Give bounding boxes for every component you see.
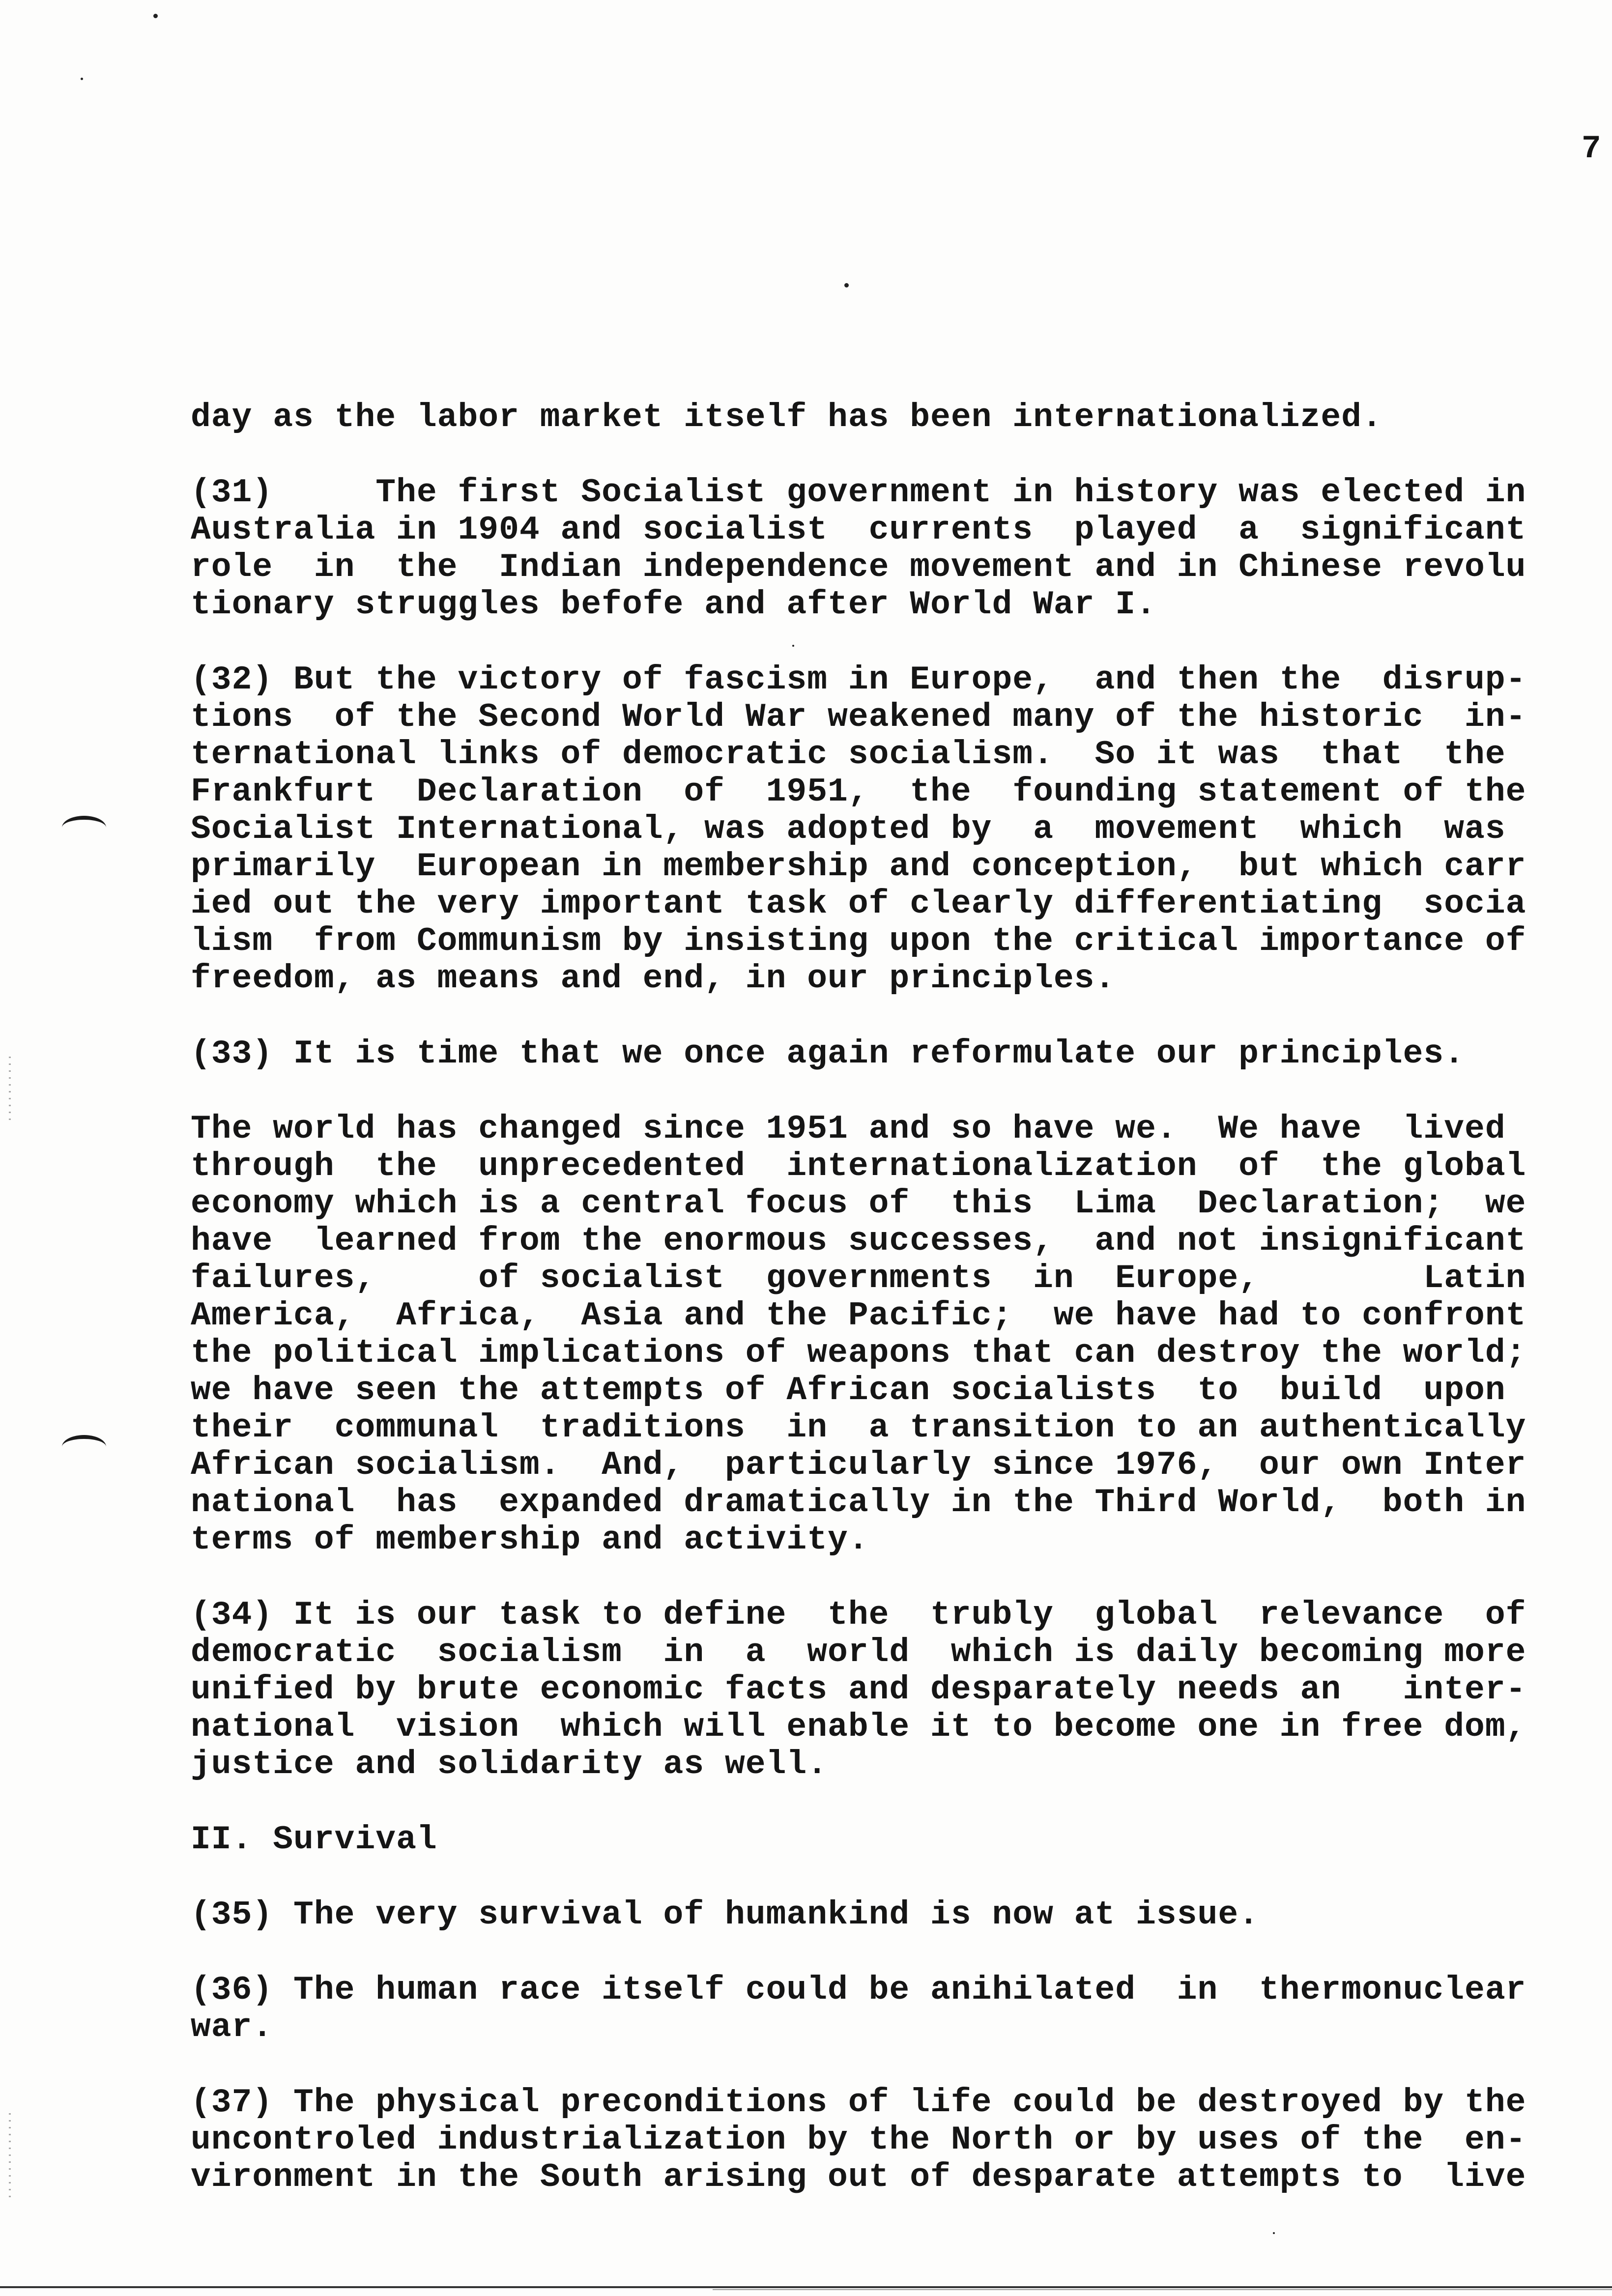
text-line: we have seen the attempts of African socialists to build upon bbox=[191, 1372, 1506, 1409]
paragraph bbox=[191, 474, 1526, 624]
text-line: (33) It is time that we once again reformulate our principles. bbox=[191, 1035, 1465, 1073]
text-line: uncontroled industrialization by the North or by uses of the en- bbox=[191, 2121, 1526, 2159]
text-line: justice and solidarity as well. bbox=[191, 1746, 828, 1783]
paragraph bbox=[191, 2084, 1526, 2196]
text-line: through the unprecedented internationalization of the global bbox=[191, 1148, 1526, 1185]
text-line: (34) It is our task to define the trubly global relevance of bbox=[191, 1596, 1526, 1634]
text-line: failures, of socialist governments in Europe, Latin bbox=[191, 1260, 1526, 1297]
text-line: ied out the very important task of clearly differentiating socia bbox=[191, 885, 1526, 923]
ink-speck bbox=[81, 78, 83, 80]
scan-edge-artifact bbox=[9, 2113, 11, 2202]
scan-edge-artifact bbox=[9, 1057, 11, 1120]
text-line: tionary struggles befofe and after World War I. bbox=[191, 586, 1156, 624]
text-line: tions of the Second World War weakened many of the historic in- bbox=[191, 698, 1526, 736]
text-line: the political implications of weapons that can destroy the world; bbox=[191, 1334, 1526, 1372]
text-line: America, Africa, Asia and the Pacific; we have had to confront bbox=[191, 1297, 1526, 1335]
document-body bbox=[191, 399, 1526, 2234]
ink-speck bbox=[153, 14, 158, 18]
paragraph bbox=[191, 1971, 1526, 2046]
text-line: (36) The human race itself could be anihilated in thermonuclear bbox=[191, 1971, 1526, 2009]
text-line: African socialism. And, particularly since 1976, our own Inter bbox=[191, 1446, 1526, 1484]
paragraph bbox=[191, 1110, 1526, 1559]
paragraph bbox=[191, 1035, 1488, 1073]
text-line: primarily European in membership and conception, but which carr bbox=[191, 848, 1526, 886]
page-bottom-edge-shadow bbox=[713, 2289, 1612, 2290]
text-line: II. Survival bbox=[191, 1821, 437, 1859]
text-line: war. bbox=[191, 2009, 273, 2046]
text-line: role in the Indian independence movement and in Chinese revolu bbox=[191, 548, 1526, 586]
text-line: freedom, as means and end, in our principles. bbox=[191, 960, 1116, 998]
text-line: national has expanded dramatically in the Third World, both in bbox=[191, 1484, 1526, 1521]
text-line: Frankfurt Declaration of 1951, the founding statement of the bbox=[191, 773, 1526, 811]
text-line: national vision which will enable it to become one in free dom, bbox=[191, 1708, 1526, 1746]
paragraph bbox=[191, 1821, 1488, 1859]
text-line: democratic socialism in a world which is daily becoming more bbox=[191, 1634, 1526, 1671]
text-line: ternational links of democratic socialism. So it was that the bbox=[191, 736, 1506, 774]
text-line: terms of membership and activity. bbox=[191, 1521, 869, 1559]
text-line: vironment in the South arising out of desparate attempts to live bbox=[191, 2158, 1526, 2196]
page-number: 7 bbox=[1582, 130, 1601, 167]
text-line: unified by brute economic facts and desparately needs an inter- bbox=[191, 1671, 1526, 1709]
paragraph bbox=[191, 399, 1488, 436]
paragraph bbox=[191, 1896, 1488, 1934]
punch-hole-mark bbox=[62, 816, 106, 839]
text-line: their communal traditions in a transition to an authentically bbox=[191, 1409, 1526, 1447]
text-line: Socialist International, was adopted by a movement which was bbox=[191, 810, 1506, 848]
text-line: The world has changed since 1951 and so have we. We have lived bbox=[191, 1110, 1506, 1148]
text-line: (32) But the victory of fascism in Europe, and then the disrup- bbox=[191, 661, 1526, 699]
ink-speck bbox=[844, 283, 849, 287]
text-line: (31) The first Socialist government in history was elected in bbox=[191, 474, 1526, 512]
text-line: day as the labor market itself has been internationalized. bbox=[191, 399, 1382, 436]
text-line: Australia in 1904 and socialist currents played a significant bbox=[191, 511, 1526, 549]
text-line: (35) The very survival of humankind is now at issue. bbox=[191, 1896, 1259, 1934]
punch-hole-mark bbox=[62, 1435, 106, 1459]
paragraph bbox=[191, 661, 1526, 998]
page-bottom-edge bbox=[0, 2286, 1612, 2288]
text-line: (37) The physical preconditions of life could be destroyed by the bbox=[191, 2084, 1526, 2122]
paragraph bbox=[191, 1596, 1526, 1783]
text-line: lism from Communism by insisting upon the critical importance of bbox=[191, 922, 1526, 960]
text-line: economy which is a central focus of this Lima Declaration; we bbox=[191, 1185, 1526, 1223]
text-line: have learned from the enormous successes, and not insignificant bbox=[191, 1222, 1526, 1260]
